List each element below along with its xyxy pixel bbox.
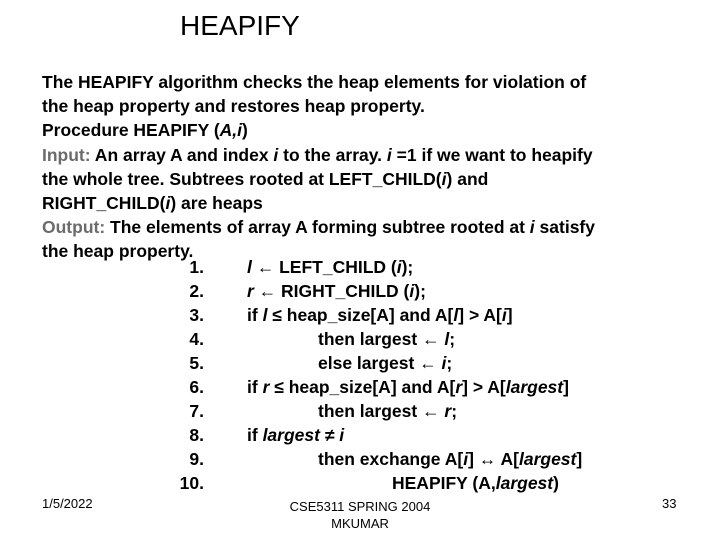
output-text: satisfy	[534, 217, 595, 238]
output-label: Output:	[42, 217, 106, 238]
page-number: 33	[662, 496, 677, 511]
code-var: i	[409, 281, 415, 301]
code-var: i	[396, 257, 402, 277]
code-var: largest	[495, 473, 554, 493]
step-code	[318, 353, 452, 374]
code-text: ≤ heap_size[A] and A[	[267, 305, 454, 325]
description-var: i	[165, 192, 171, 213]
code-text: else largest ←	[318, 353, 442, 373]
step-code	[392, 473, 559, 494]
algorithm-step	[0, 305, 720, 329]
code-text: ;	[446, 353, 453, 373]
input-text: An array A and index	[90, 144, 274, 165]
code-var: largest	[518, 449, 577, 469]
code-text: ≤ heap_size[A] and A[	[269, 377, 456, 397]
input-line	[42, 143, 702, 167]
code-var: i	[339, 425, 345, 445]
code-var: r	[262, 377, 270, 397]
footer-course	[260, 498, 460, 532]
output-text: the heap property.	[42, 241, 194, 262]
description-text: the whole tree. Subtrees rooted at LEFT_CHILD(	[42, 168, 442, 189]
step-number: 9.	[189, 449, 204, 469]
code-text: ]	[563, 377, 569, 397]
description-var: i	[441, 168, 447, 189]
code-text: ;	[451, 401, 458, 421]
procedure-line	[42, 118, 702, 142]
step-code	[318, 401, 457, 422]
description-line	[42, 70, 702, 94]
description-line	[42, 167, 702, 191]
code-text: ← LEFT_CHILD (	[251, 257, 397, 277]
output-text: The elements of array A forming subtree rooted at	[105, 217, 530, 238]
algorithm-description	[42, 70, 702, 264]
code-var: largest	[505, 377, 564, 397]
algorithm-step	[0, 401, 720, 425]
code-text: then largest ←	[318, 401, 445, 421]
step-number: 5.	[189, 353, 204, 373]
code-text: ] > A[	[458, 305, 502, 325]
procedure-label: Procedure HEAPIFY (	[42, 120, 220, 141]
step-code	[247, 281, 426, 302]
code-text: ← RIGHT_CHILD (	[253, 281, 410, 301]
code-text: then largest ←	[318, 329, 445, 349]
code-text: );	[414, 281, 426, 301]
code-var: i	[501, 305, 507, 325]
input-var: i	[386, 144, 392, 165]
input-text: =1 if we want to heapify	[391, 144, 593, 165]
code-var: r	[247, 281, 254, 301]
step-number: 8.	[189, 425, 204, 445]
code-var: i	[441, 353, 447, 373]
footer-date: 1/5/2022	[42, 496, 93, 511]
code-var: largest	[262, 425, 320, 445]
code-var: r	[455, 377, 463, 397]
algorithm-step	[0, 425, 720, 449]
code-text: HEAPIFY (A,	[392, 473, 496, 493]
output-var: i	[529, 217, 535, 238]
algorithm-step	[0, 257, 720, 281]
step-code	[318, 449, 582, 470]
code-var: r	[444, 401, 452, 421]
description-line	[42, 94, 702, 118]
algorithm-step	[0, 281, 720, 305]
code-text: ] ↔ A[	[468, 449, 519, 469]
code-text: ]	[506, 305, 513, 325]
step-number: 10.	[179, 473, 204, 493]
input-text: to the array.	[278, 144, 387, 165]
procedure-args: A,i	[219, 120, 243, 141]
description-text: The HEAPIFY algorithm checks the heap elements for violation of	[42, 72, 587, 92]
step-number: 3.	[189, 305, 204, 325]
step-number: 4.	[189, 329, 204, 349]
description-text: ) and	[446, 168, 489, 189]
algorithm-step	[0, 353, 720, 377]
code-text: if	[247, 377, 263, 397]
description-text: ) are heaps	[170, 192, 263, 213]
code-text: );	[401, 257, 414, 277]
step-number: 6.	[189, 377, 204, 397]
code-text: ]	[576, 449, 583, 469]
step-code	[247, 377, 569, 398]
code-var: l	[247, 257, 252, 277]
step-code	[247, 257, 413, 278]
code-text: ;	[449, 329, 456, 349]
code-var: i	[463, 449, 469, 469]
footer-course-name: CSE5311 SPRING 2004	[289, 499, 431, 514]
code-text: if	[247, 425, 263, 445]
step-code	[247, 305, 513, 326]
input-var: i	[273, 144, 279, 165]
description-line	[42, 191, 702, 215]
description-text: RIGHT_CHILD(	[42, 192, 166, 213]
step-number: 7.	[189, 401, 204, 421]
output-line	[42, 215, 702, 239]
code-text: if	[247, 305, 263, 325]
code-var: l	[444, 329, 450, 349]
footer-author: MKUMAR	[331, 516, 389, 531]
step-code	[247, 425, 344, 446]
procedure-close: )	[242, 120, 248, 141]
step-code	[318, 329, 455, 350]
code-text: ] > A[	[462, 377, 506, 397]
step-number: 2.	[189, 281, 204, 301]
algorithm-step	[0, 473, 720, 497]
code-var: l	[453, 305, 459, 325]
code-text: ≠	[319, 425, 340, 445]
slide-title: HEAPIFY	[180, 10, 300, 41]
step-number: 1.	[189, 257, 204, 277]
code-var: l	[262, 305, 268, 325]
algorithm-step	[0, 449, 720, 473]
description-text: the heap property and restores heap property.	[42, 96, 425, 117]
input-label: Input:	[42, 144, 91, 165]
algorithm-step	[0, 329, 720, 353]
code-text: )	[553, 473, 559, 493]
code-text: then exchange A[	[318, 449, 464, 469]
algorithm-step	[0, 377, 720, 401]
